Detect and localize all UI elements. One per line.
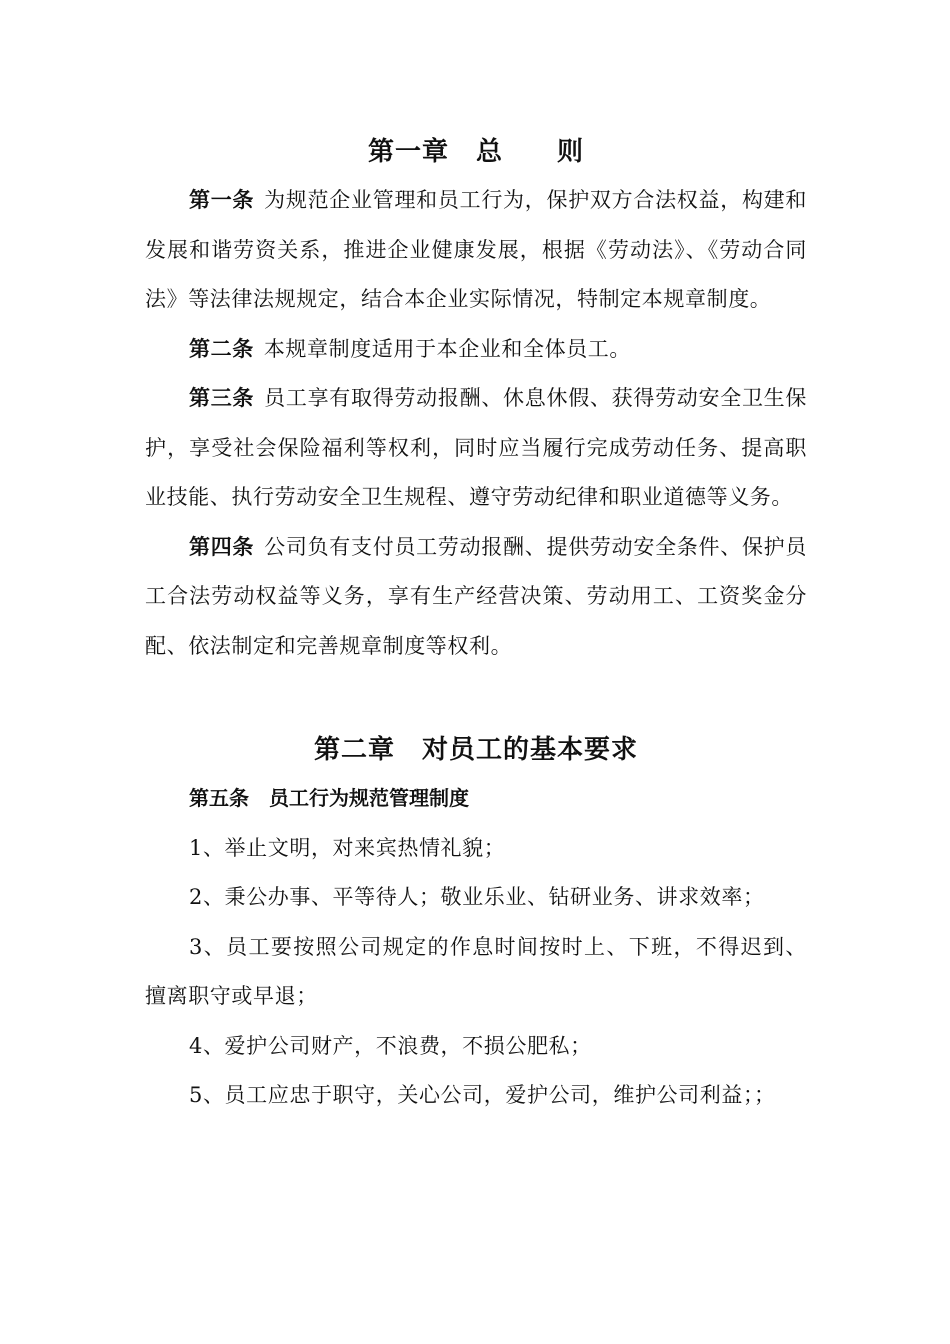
list-item-3: 3、员工要按照公司规定的作息时间按时上、下班，不得迟到、擅离职守或早退； bbox=[145, 934, 807, 1008]
article-3 bbox=[145, 374, 807, 523]
list-item-5: 5、员工应忠于职守，关心公司，爱护公司，维护公司利益；； bbox=[189, 1083, 776, 1107]
article-4-label: 第四条 bbox=[189, 534, 255, 559]
article-5-heading bbox=[145, 774, 807, 824]
article-1-text: 为规范企业管理和员工行为，保护双方合法权益，构建和发展和谐劳资关系，推进企业健康发展，根据《劳动法》、《劳动合同法》等法律法规规定，结合本企业实际情况，特制定本规章制度。 bbox=[145, 188, 807, 311]
chapter-1-title: 第一章 总 则 bbox=[367, 137, 584, 167]
article-4-text: 公司负有支付员工劳动报酬、提供劳动安全条件、保护员工合法劳动权益等义务，享有生产经营决策、劳动用工、工资奖金分配、依法制定和完善规章制度等权利。 bbox=[145, 534, 807, 658]
article-5-title: 员工行为规范管理制度 bbox=[269, 786, 469, 810]
chapter-spacer bbox=[145, 671, 807, 726]
article-1 bbox=[145, 176, 807, 325]
article-1-label: 第一条 bbox=[189, 188, 255, 212]
article-5-label: 第五条 bbox=[189, 786, 249, 810]
article-2 bbox=[145, 325, 807, 375]
article-3-text: 员工享有取得劳动报酬、休息休假、获得劳动安全卫生保护，享受社会保险福利等权利，同时应当履行完成劳动任务、提高职业技能、执行劳动安全卫生规程、遵守劳动纪律和职业道德等义务。 bbox=[145, 386, 807, 509]
article-2-text: 本规章制度适用于本企业和全体员工。 bbox=[263, 336, 632, 361]
chapter-2-title: 第二章 对员工的基本要求 bbox=[313, 735, 638, 765]
article-2-label: 第二条 bbox=[189, 336, 254, 361]
article-3-label: 第三条 bbox=[189, 386, 255, 410]
list-item-2: 2、秉公办事、平等待人；敬业乐业、钻研业务、讲求效率； bbox=[189, 885, 765, 909]
article-4 bbox=[145, 523, 807, 672]
list-item-1: 1、举止文明，对来宾热情礼貌； bbox=[189, 835, 506, 860]
list-item-4: 4、爱护公司财产，不浪费，不损公肥私； bbox=[189, 1033, 592, 1058]
document-page bbox=[145, 128, 807, 1121]
